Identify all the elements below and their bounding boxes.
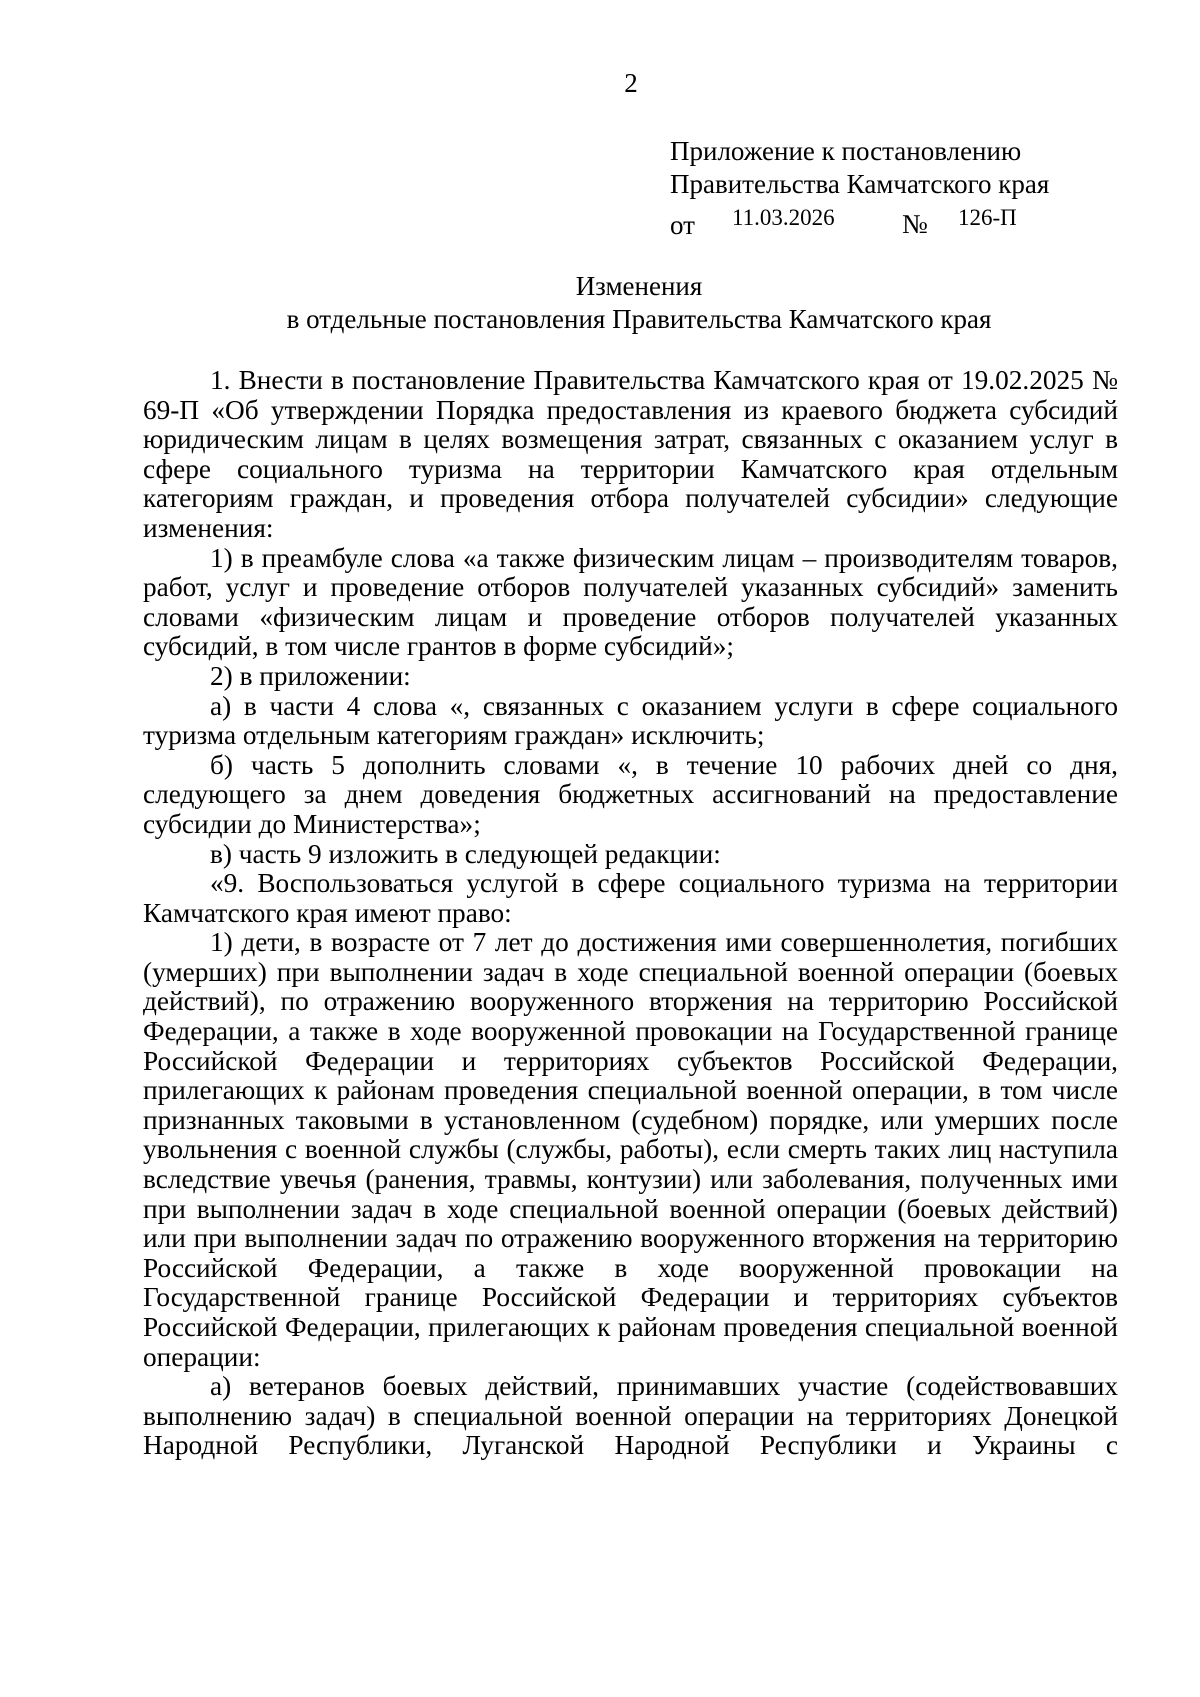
paragraph: а) ветеранов боевых действий, принимавших участие (содействовавших выполнению задач) в специальной военной операции на территориях Донецкой Народной Республики, Луганской Народной Республики и Украины с <box>143 1371 1118 1461</box>
appendix-line-2: Правительства Камчатского края <box>670 169 1050 199</box>
document-body <box>143 366 1118 1461</box>
from-label: от <box>670 210 695 240</box>
title-line-2: в отдельные постановления Правительства Камчатского края <box>286 304 992 334</box>
page-number: 2 <box>624 68 638 98</box>
title-line-1: Изменения <box>575 271 703 301</box>
document-title <box>0 270 1200 336</box>
paragraph: «9. Воспользоваться услугой в сфере социального туризма на территории Камчатского края имеют право: <box>143 868 1118 928</box>
paragraph: а) в части 4 слова «, связанных с оказанием услуги в сфере социального туризма отдельным категориям граждан» исключить; <box>143 690 1118 751</box>
decree-number: 126-П <box>958 205 1017 230</box>
paragraph: 2) в приложении: <box>210 660 411 691</box>
paragraph: 1. Внести в постановление Правительства Камчатского края от 19.02.2025 № 69-П «Об утверждении Порядка предоставления из краевого бюджета субсидий юридическим лицам в целях возмещения затрат, связанных с оказанием услуг в сфере социального туризма на территории Камчатского края отдельным категориям граждан, и проведения отбора получателей субсидии» следующие изменения: <box>143 365 1118 543</box>
decree-date: 11.03.2026 <box>732 205 835 230</box>
paragraph: б) часть 5 дополнить словами «, в течение 10 рабочих дней со дня, следующего за днем доведения бюджетных ассигнований на предоставление субсидии до Министерства»; <box>143 749 1118 839</box>
decree-reference <box>670 201 1049 241</box>
paragraph: 1) в преамбуле слова «а также физическим лицам – производителям товаров, работ, услуг и проведение отборов получателей указанных субсидий» заменить словами «физическим лицам и проведение отборов получателей указанных субсидий, в том числе грантов в форме субсидий»; <box>143 542 1118 662</box>
appendix-header <box>670 135 1049 241</box>
paragraph: 1) дети, в возрасте от 7 лет до достижения ими совершеннолетия, погибших (умерших) при выполнении задач в ходе специальной военной операции (боевых действий), по отражению вооруженного вторжения на территорию Российской Федерации, а также в ходе вооруженной провокации на Государственной границе Российской Федерации и территориях субъектов Российской Федерации, прилегающих к районам проведения специальной военной операции, в том числе признанных таковыми в установленном (судебном) порядке, или умерших после увольнения с военной службы (службы, работы), если смерть таких лиц наступила вследствие увечья (ранения, травмы, контузии) или заболевания, полученных ими при выполнении задач в ходе специальной военной операции (боевых действий) или при выполнении задач по отражению вооруженного вторжения на территорию Российской Федерации, а также в ходе вооруженной провокации на Государственной границе Российской Федерации и территориях субъектов Российской Федерации, прилегающих к районам проведения специальной военной операции: <box>143 927 1118 1372</box>
number-sign: № <box>902 209 928 239</box>
paragraph: в) часть 9 изложить в следующей редакции: <box>210 838 721 869</box>
appendix-line-1: Приложение к постановлению <box>670 136 1022 166</box>
